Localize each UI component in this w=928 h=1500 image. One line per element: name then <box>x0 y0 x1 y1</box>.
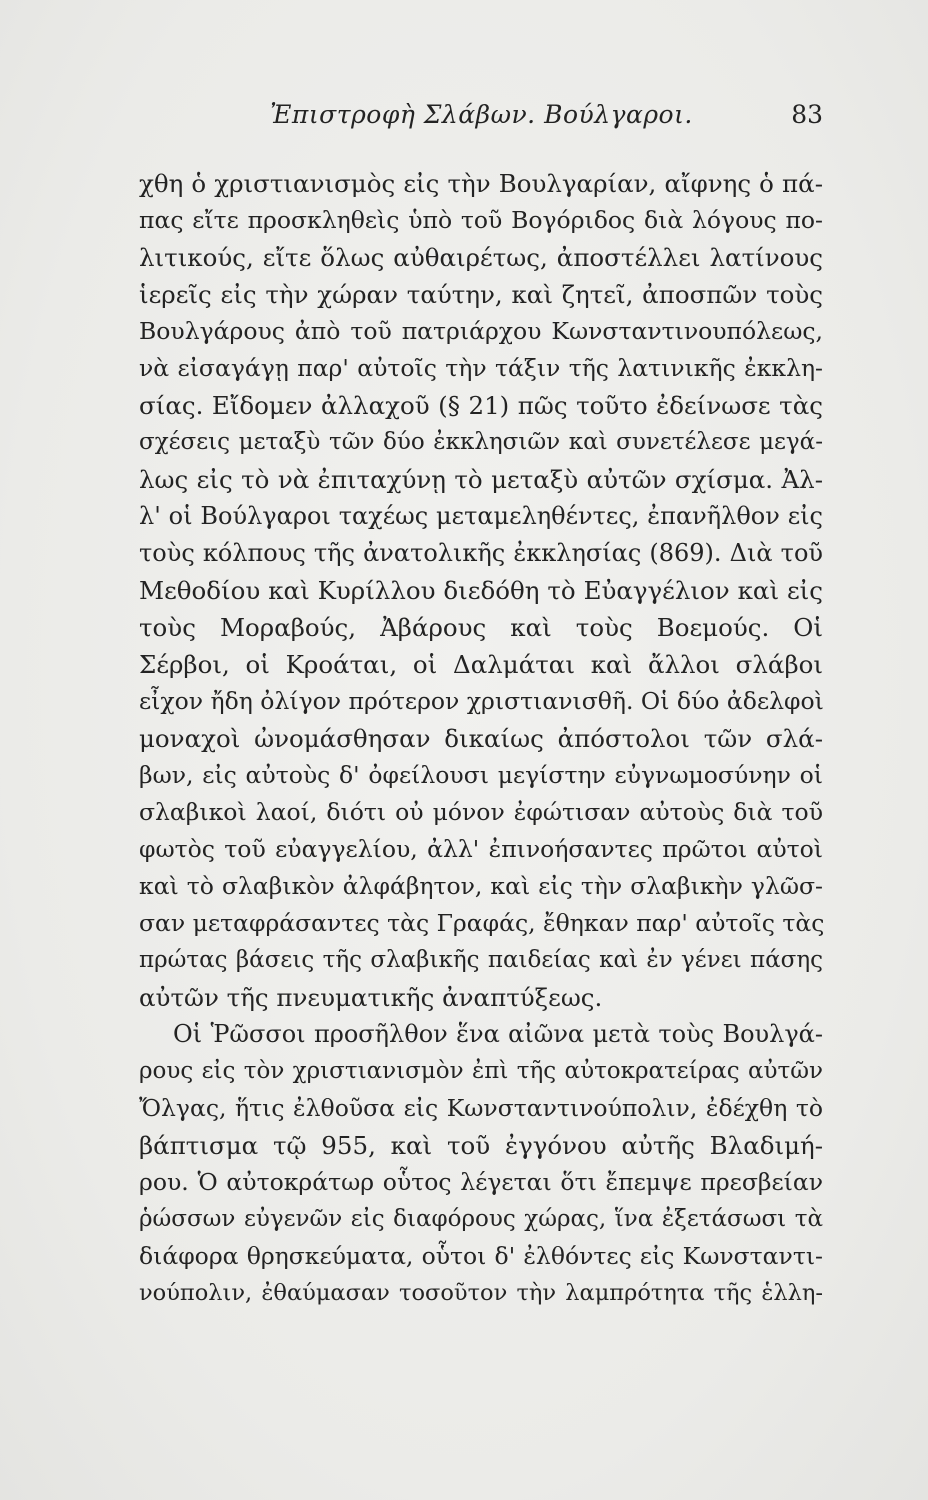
text-line: σαν μεταφράσαντες τὰς Γραφάς, ἔθηκαν παρ' αὐτοῖς τὰς <box>139 909 825 937</box>
text-line: Οἱ Ῥῶσσοι προσῆλθον ἕνα αἰῶνα μετὰ τοὺς Βουλγά- <box>173 1020 823 1048</box>
text-line: σχέσεις μεταξὺ τῶν δύο ἐκκλησιῶν καὶ συνετέλεσε μεγά- <box>139 429 823 455</box>
text-line: φωτὸς τοῦ εὐαγγελίου, ἀλλ' ἐπινοήσαντες πρῶτοι αὐτοὶ <box>139 835 823 863</box>
text-line: σίας. Εἴδομεν ἀλλαχοῦ (§ 21) πῶς τοῦτο ἐδείνωσε τὰς <box>139 391 823 420</box>
text-line: νὰ εἰσαγάγῃ παρ' αὐτοῖς τὴν τάξιν τῆς λατινικῆς ἐκκλη- <box>139 354 823 382</box>
body-text <box>139 165 823 1312</box>
text-line: βων, εἰς αὐτοὺς δ' ὀφείλουσι μεγίστην εὐγνωμοσύνην οἱ <box>139 761 823 789</box>
text-line: χθη ὁ χριστιανισμὸς εἰς τὴν Βουλγαρίαν, αἴφνης ὁ πά- <box>139 169 823 198</box>
paragraph <box>139 1016 823 1312</box>
text-line: Σέρβοι, οἱ Κροάται, οἱ Δαλμάται καὶ ἄλλοι σλάβοι <box>139 650 823 679</box>
text-line: εἶχον ἤδη ὀλίγον πρότερον χριστιανισθῆ. Οἱ δύο ἀδελφοὶ <box>139 687 824 715</box>
text-line: αὐτῶν τῆς πνευματικῆς ἀναπτύξεως. <box>139 983 603 1012</box>
text-line: λιτικούς, εἴτε ὅλως αὐθαιρέτως, ἀποστέλλει λατίνους <box>139 243 823 272</box>
text-line: τοὺς Μοραβούς, Ἀβάρους καὶ τοὺς Βοεμούς. Οἱ <box>139 613 823 642</box>
paragraph <box>139 165 823 1016</box>
text-line: λ' οἱ Βούλγαροι ταχέως μεταμεληθέντες, ἐπανῆλθον εἰς <box>139 502 823 530</box>
text-line: ρου. Ὁ αὐτοκράτωρ οὗτος λέγεται ὅτι ἔπεμψε πρεσβείαν <box>139 1168 823 1196</box>
text-line: τοὺς κόλπους τῆς ἀνατολικῆς ἐκκλησίας (869). Διὰ τοῦ <box>139 539 823 567</box>
text-line: ἱερεῖς εἰς τὴν χώραν ταύτην, καὶ ζητεῖ, ἀποσπῶν τοὺς <box>139 280 823 309</box>
text-line: πρώτας βάσεις τῆς σλαβικῆς παιδείας καὶ ἐν γένει πάσης <box>139 947 823 973</box>
text-line: Ὄλγας, ἥτις ἐλθοῦσα εἰς Κωνσταντινούπολιν, ἐδέχθη τὸ <box>139 1094 823 1122</box>
text-line: βάπτισμα τῷ 955, καὶ τοῦ ἐγγόνου αὐτῆς Βλαδιμή- <box>139 1131 823 1160</box>
text-line: Μεθοδίου καὶ Κυρίλλου διεδόθη τὸ Εὐαγγέλιον καὶ εἰς <box>139 576 823 605</box>
text-line: διάφορα θρησκεύματα, οὗτοι δ' ἐλθόντες εἰς Κωνσταντι- <box>139 1242 823 1270</box>
text-line: ῥώσσων εὐγενῶν εἰς διαφόρους χώρας, ἵνα ἐξετάσωσι τὰ <box>139 1206 823 1232</box>
text-line: νούπολιν, ἐθαύμασαν τοσοῦτον τὴν λαμπρότητα τῆς ἑλλη- <box>139 1280 823 1306</box>
text-line: σλαβικοὶ λαοί, διότι οὐ μόνον ἐφώτισαν αὐτοὺς διὰ τοῦ <box>139 798 823 826</box>
page-header <box>140 100 823 140</box>
running-title: Ἐπιστροφὴ Σλάβων. Βούλγαροι. <box>270 100 693 129</box>
text-line: ρους εἰς τὸν χριστιανισμὸν ἐπὶ τῆς αὐτοκρατείρας αὐτῶν <box>139 1058 823 1084</box>
text-line: καὶ τὸ σλαβικὸν ἀλφάβητον, καὶ εἰς τὴν σλαβικὴν γλῶσ- <box>139 872 823 900</box>
text-line: λως εἰς τὸ νὰ ἐπιταχύνῃ τὸ μεταξὺ αὐτῶν σχίσμα. Ἀλ- <box>139 465 823 494</box>
text-line: πας εἴτε προσκληθεὶς ὑπὸ τοῦ Βογόριδος διὰ λόγους πο- <box>139 206 823 234</box>
text-line: Βουλγάρους ἀπὸ τοῦ πατριάρχου Κωνσταντινουπόλεως, <box>139 317 823 345</box>
text-line: μοναχοὶ ὠνομάσθησαν δικαίως ἀπόστολοι τῶν σλά- <box>139 724 823 753</box>
page-number: 83 <box>791 100 823 129</box>
